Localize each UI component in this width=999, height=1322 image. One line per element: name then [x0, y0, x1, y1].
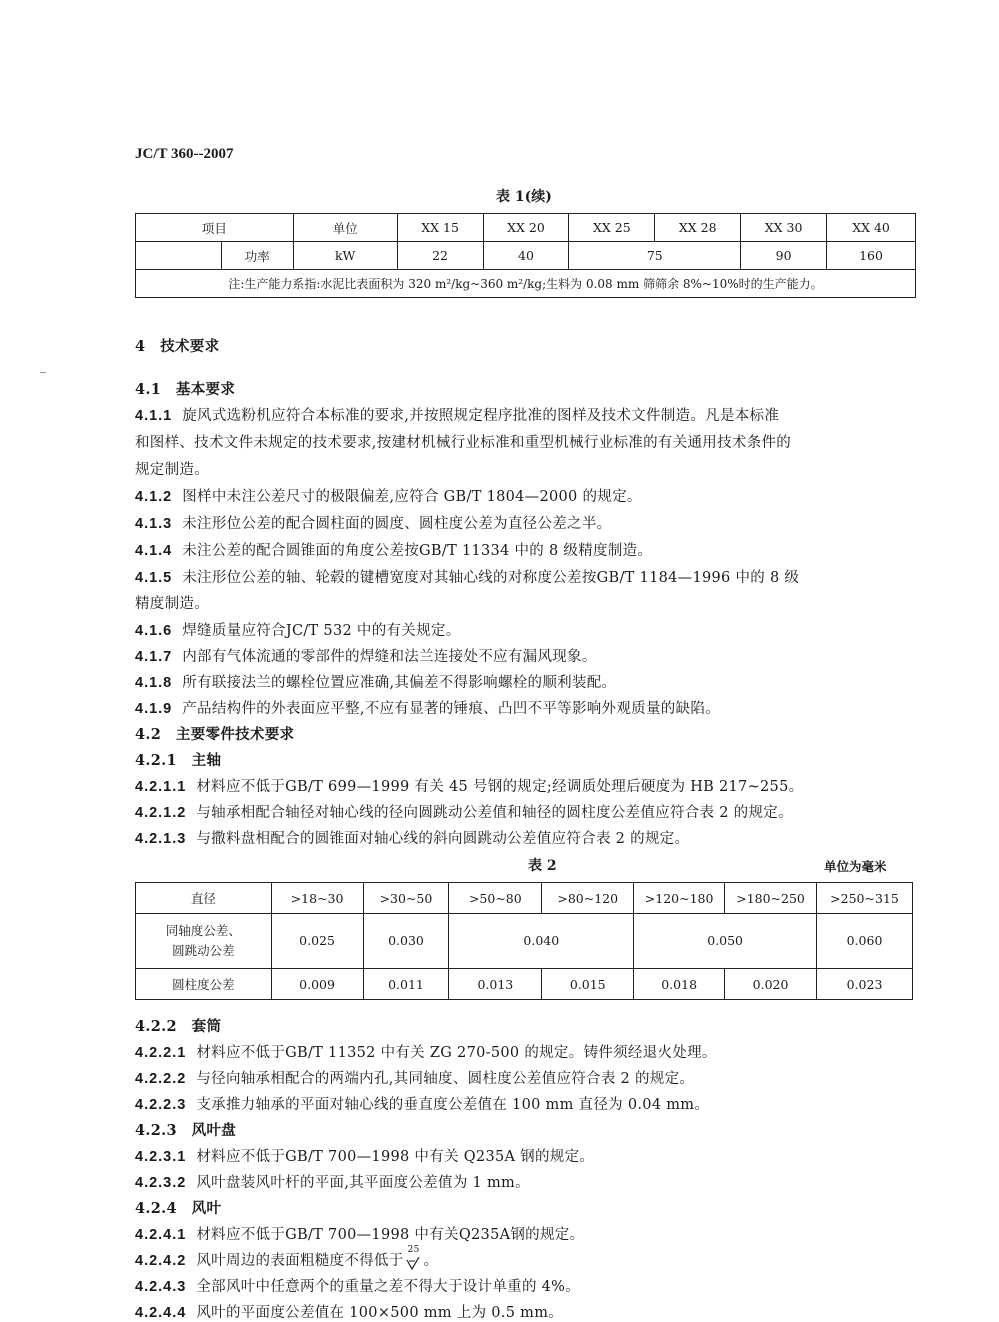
clause-4-1-9 — [135, 697, 720, 718]
clause-number: 4.1.2 — [135, 489, 173, 505]
clause-number: 4.1.9 — [135, 701, 173, 717]
clause-text: 焊缝质量应符合JC/T 532 中的有关规定。 — [182, 623, 461, 639]
table2-cell: 0.030 — [363, 914, 449, 969]
table2-header-cell: >180~250 — [725, 883, 817, 914]
clause-4-1-3 — [135, 512, 611, 533]
clause-4-2-2-3 — [135, 1093, 709, 1114]
clause-text: 未注形位公差的轴、轮毂的键槽宽度对其轴心线的对称度公差按GB/T 1184—1996 中的 8 级 — [182, 570, 800, 586]
table2-cell: 0.018 — [634, 969, 725, 1000]
table2-cell: 0.013 — [449, 969, 542, 1000]
clause-text: 未注公差的配合圆锥面的角度公差按GB/T 11334 中的 8 级精度制造。 — [182, 543, 653, 559]
clause-4-1-1-cont1: 和图样、技术文件未规定的技术要求,按建材机械行业标准和重型机械行业标准的有关通用技术条件的 — [135, 435, 792, 451]
table2-header-cell: >18~30 — [271, 883, 363, 914]
clause-text: 材料应不低于GB/T 699—1999 有关 45 号钢的规定;经调质处理后硬度为 HB 217~255。 — [196, 779, 804, 795]
clause-number: 4.2.4.1 — [135, 1227, 187, 1243]
table2-cell: 0.050 — [634, 914, 817, 969]
table1-data-row — [136, 242, 916, 270]
clause-4-1-1-cont2: 规定制造。 — [135, 462, 209, 478]
table1-row-label: 功率 — [221, 242, 293, 270]
table2-row-label-line1: 同轴度公差、 — [165, 923, 241, 938]
clause-text: 产品结构件的外表面应平整,不应有显著的锤痕、凸凹不平等影响外观质量的缺陷。 — [182, 701, 720, 717]
table1-note: 注:生产能力系指:水泥比表面积为 320 m²/kg~360 m²/kg;生料为 0.08 mm 筛筛余 8%~10%时的生产能力。 — [136, 270, 916, 298]
clause-text: 内部有气体流通的零部件的焊缝和法兰连接处不应有漏风现象。 — [182, 649, 597, 665]
clause-4-1-1 — [135, 404, 779, 425]
table1-header-cell: XX 30 — [741, 214, 827, 242]
clause-number: 4.2.1.2 — [135, 805, 187, 821]
clause-number: 4.2.2.3 — [135, 1097, 187, 1113]
clause-text: 全部风叶中任意两个的重量之差不得大于设计单重的 4%。 — [196, 1279, 581, 1295]
clause-4-2-1-1 — [135, 775, 803, 796]
clause-4-1-4 — [135, 539, 652, 560]
table1-header-cell: 项目 — [136, 214, 294, 242]
table2-cell: 0.060 — [817, 914, 913, 969]
table2-row-runout — [136, 914, 913, 969]
roughness-value: 25 — [407, 1245, 420, 1255]
clause-number: 4.2.1.3 — [135, 831, 187, 847]
clause-text: 与轴承相配合轴径对轴心线的径向圆跳动公差值和轴径的圆柱度公差值应符合表 2 的规定。 — [196, 805, 793, 821]
clause-4-2-4-1 — [135, 1223, 584, 1244]
table2-cell: 0.023 — [817, 969, 913, 1000]
clause-text: 材料应不低于GB/T 11352 中有关 ZG 270-500 的规定。铸件须经退火处理。 — [196, 1045, 717, 1061]
clause-number: 4.2.4.3 — [135, 1279, 187, 1295]
table2-row-label: 圆柱度公差 — [136, 969, 272, 1000]
clause-text: 材料应不低于GB/T 700—1998 中有关Q235A钢的规定。 — [196, 1227, 585, 1243]
clause-number: 4.1.6 — [135, 623, 173, 639]
table1-header-row — [136, 214, 916, 242]
section-4-2-2-heading: 4.2.2 套筒 — [135, 1018, 222, 1035]
table2-cell: 0.040 — [449, 914, 634, 969]
table1-header-cell: XX 28 — [655, 214, 741, 242]
table2-cell: 0.009 — [271, 969, 363, 1000]
table1-cell: 75 — [569, 242, 741, 270]
table2-cell: 0.025 — [271, 914, 363, 969]
clause-4-2-4-3 — [135, 1275, 580, 1296]
clause-4-1-5-cont1: 精度制造。 — [135, 596, 209, 612]
clause-4-2-2-1 — [135, 1041, 717, 1062]
clause-number: 4.2.4.4 — [135, 1305, 187, 1321]
clause-number: 4.2.3.1 — [135, 1149, 187, 1165]
table2-header-cell: >120~180 — [634, 883, 725, 914]
clause-text: 旋风式选粉机应符合本标准的要求,并按照规定程序批准的图样及技术文件制造。凡是本标准 — [182, 408, 780, 424]
clause-text: 与撒料盘相配合的圆锥面对轴心线的斜向圆跳动公差值应符合表 2 的规定。 — [196, 831, 690, 847]
table2-row-cylindricity — [136, 969, 913, 1000]
clause-number: 4.1.1 — [135, 408, 173, 424]
table1-header-cell: XX 40 — [827, 214, 916, 242]
table1-cell: 40 — [483, 242, 569, 270]
table1-header-cell: XX 20 — [483, 214, 569, 242]
section-4-2-4-heading: 4.2.4 风叶 — [135, 1200, 222, 1217]
margin-mark — [40, 372, 46, 373]
table2-cell: 0.011 — [363, 969, 449, 1000]
clause-4-2-2-2 — [135, 1067, 694, 1088]
table2-header-cell: >250~315 — [817, 883, 913, 914]
clause-text: 与径向轴承相配合的两端内孔,其同轴度、圆柱度公差值应符合表 2 的规定。 — [196, 1071, 695, 1087]
table2-row-label-line2: 圆跳动公差 — [172, 943, 235, 958]
roughness-check-icon — [404, 1257, 424, 1271]
section-4-heading: 4 技术要求 — [135, 338, 220, 355]
clause-number: 4.2.3.2 — [135, 1175, 187, 1191]
clause-number: 4.1.5 — [135, 570, 173, 586]
clause-text: 材料应不低于GB/T 700—1998 中有关 Q235A 钢的规定。 — [196, 1149, 595, 1165]
table2-header-cell: >80~120 — [542, 883, 634, 914]
clause-4-1-2 — [135, 485, 642, 506]
clause-text: 支承推力轴承的平面对轴心线的垂直度公差值在 100 mm 直径为 0.04 mm。 — [196, 1097, 710, 1113]
clause-text: 风叶的平面度公差值在 100×500 mm 上为 0.5 mm。 — [196, 1305, 564, 1321]
table1-cell: kW — [293, 242, 397, 270]
table2-header-row — [136, 883, 913, 914]
clause-number: 4.2.2.2 — [135, 1071, 187, 1087]
clause-4-2-1-2 — [135, 801, 793, 822]
clause-4-2-4-2 — [135, 1245, 439, 1270]
section-4-2-3-heading: 4.2.3 风叶盘 — [135, 1122, 237, 1139]
clause-4-1-6 — [135, 619, 461, 640]
table2-caption: 表 2 — [528, 858, 557, 874]
table1-caption: 表 1(续) — [496, 189, 552, 205]
clause-4-1-5 — [135, 566, 799, 587]
table1-header-cell: 单位 — [293, 214, 397, 242]
table2-cell: 0.020 — [725, 969, 817, 1000]
clause-4-2-4-4 — [135, 1301, 563, 1322]
table1-note-row — [136, 270, 916, 298]
table2-header-cell: 直径 — [136, 883, 272, 914]
table1-empty-cell — [136, 242, 222, 270]
clause-text: 风叶盘装风叶杆的平面,其平面度公差值为 1 mm。 — [196, 1175, 530, 1191]
document-id: JC/T 360--2007 — [135, 146, 234, 162]
section-4-1-heading: 4.1 基本要求 — [135, 381, 236, 398]
roughness-symbol — [404, 1245, 424, 1270]
table1 — [135, 213, 916, 298]
table1-cell: 90 — [741, 242, 827, 270]
table1-cell: 22 — [397, 242, 483, 270]
table2 — [135, 882, 913, 1000]
section-4-2-1-heading: 4.2.1 主轴 — [135, 752, 222, 769]
clause-number: 4.1.8 — [135, 675, 173, 691]
clause-text: 未注形位公差的配合圆柱面的圆度、圆柱度公差为直径公差之半。 — [182, 516, 612, 532]
table2-unit: 单位为毫米 — [824, 859, 887, 874]
table2-header-cell: >50~80 — [449, 883, 542, 914]
clause-number: 4.2.2.1 — [135, 1045, 187, 1061]
clause-4-2-3-2 — [135, 1171, 530, 1192]
clause-number: 4.2.1.1 — [135, 779, 187, 795]
clause-4-2-1-3 — [135, 827, 689, 848]
table1-header-cell: XX 15 — [397, 214, 483, 242]
table2-cell: 0.015 — [542, 969, 634, 1000]
clause-number: 4.2.4.2 — [135, 1253, 187, 1269]
clause-tail: 。 — [423, 1253, 439, 1269]
table2-header-cell: >30~50 — [363, 883, 449, 914]
clause-number: 4.1.3 — [135, 516, 173, 532]
table2-row-label — [136, 914, 272, 969]
clause-4-2-3-1 — [135, 1145, 594, 1166]
clause-text: 风叶周边的表面粗糙度不得低于 — [196, 1253, 404, 1269]
table1-cell: 160 — [827, 242, 916, 270]
table1-header-cell: XX 25 — [569, 214, 655, 242]
clause-number: 4.1.4 — [135, 543, 173, 559]
clause-4-1-7 — [135, 645, 597, 666]
clause-text: 图样中未注公差尺寸的极限偏差,应符合 GB/T 1804—2000 的规定。 — [182, 489, 642, 505]
clause-4-1-8 — [135, 671, 616, 692]
clause-number: 4.1.7 — [135, 649, 173, 665]
section-4-2-heading: 4.2 主要零件技术要求 — [135, 726, 295, 743]
clause-text: 所有联接法兰的螺栓位置应准确,其偏差不得影响螺栓的顺利装配。 — [182, 675, 617, 691]
